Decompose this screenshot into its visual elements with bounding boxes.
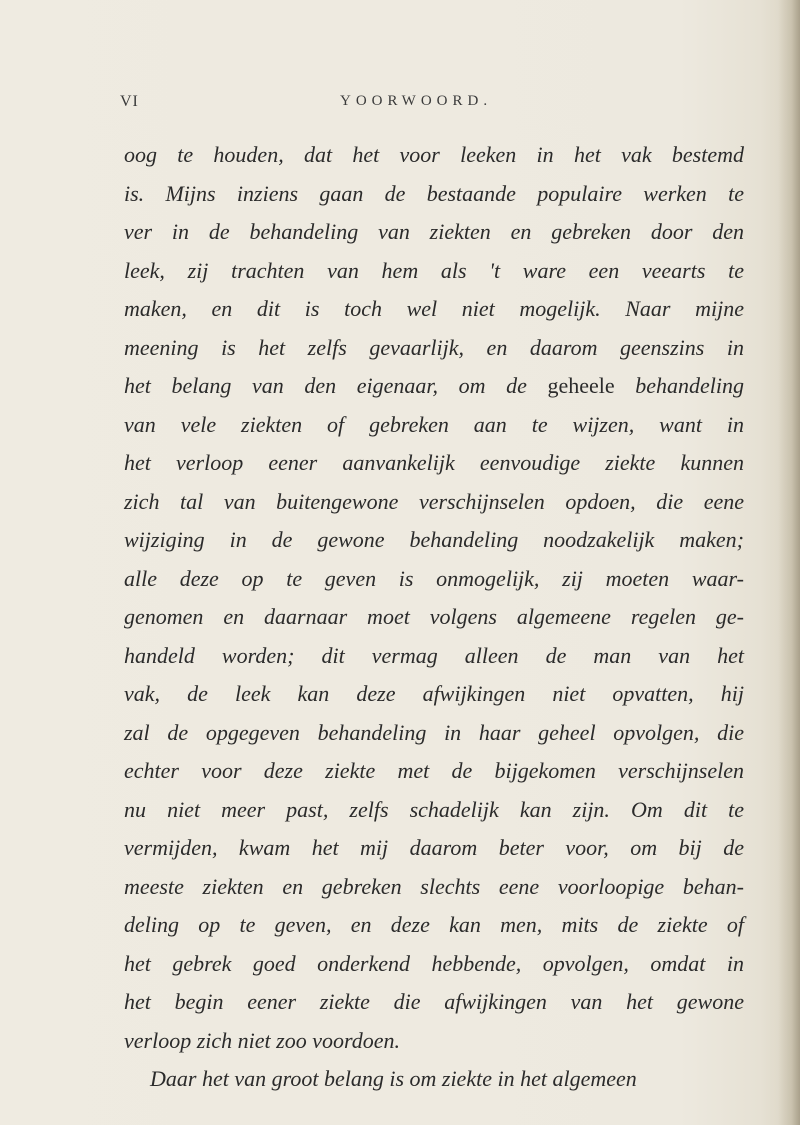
roman-word: geheele	[547, 373, 615, 398]
text-line: zich tal van buitengewone verschijnselen opdoen, die eene	[124, 488, 744, 514]
text-line-head: het belang van den eigenaar, om de	[124, 373, 548, 398]
text-line: vermijden, kwam het mij daarom beter voor, om bij de	[124, 835, 744, 860]
text-line: deling op te geven, en deze kan men, mits de ziekte of	[124, 912, 744, 937]
text-line: leek, zij trachten van hem als 't ware een veearts te	[124, 257, 744, 283]
text-line: echter voor deze ziekte met de bijgekomen verschijnselen	[124, 758, 744, 783]
running-head: YOORWOORD.	[340, 93, 493, 109]
text-line: zal de opgegeven behandeling in haar geheel opvolgen, die	[124, 719, 744, 745]
text-line: wijziging in de gewone behandeling noodzakelijk maken;	[124, 527, 744, 552]
text-line: van vele ziekten of gebreken aan te wijzen, want in	[124, 411, 744, 437]
text-line: verloop zich niet zoo voordoen.	[124, 1027, 400, 1053]
text-line	[124, 367, 744, 406]
text-line: maken, en dit is toch wel niet mogelijk. Naar mijne	[124, 296, 744, 321]
text-line: alle deze op te geven is onmogelijk, zij moeten waar-	[124, 565, 744, 591]
page-number: VI	[120, 93, 139, 110]
text-line: is. Mijns inziens gaan de bestaande populaire werken te	[124, 180, 744, 206]
text-line: meeste ziekten en gebreken slechts eene voorloopige behan-	[124, 873, 744, 899]
body-text	[124, 136, 744, 1099]
text-line: het gebrek goed onderkend hebbende, opvolgen, omdat in	[124, 950, 744, 976]
text-line: vak, de leek kan deze afwijkingen niet opvatten, hij	[124, 681, 744, 706]
page-edge-shadow	[778, 0, 800, 1125]
text-line: handeld worden; dit vermag alleen de man van het	[124, 642, 744, 668]
text-line-tail: behandeling	[614, 373, 744, 398]
page-header	[0, 93, 800, 117]
text-line: oog te houden, dat het voor leeken in het vak bestemd	[124, 142, 744, 167]
text-line: ver in de behandeling van ziekten en gebreken door den	[124, 219, 744, 244]
text-line: nu niet meer past, zelfs schadelijk kan zijn. Om dit te	[124, 796, 744, 822]
text-line: het verloop eener aanvankelijk eenvoudige ziekte kunnen	[124, 450, 744, 475]
text-line: het begin eener ziekte die afwijkingen van het gewone	[124, 989, 744, 1014]
text-line: meening is het zelfs gevaarlijk, en daarom geenszins in	[124, 334, 744, 360]
text-line: Daar het van groot belang is om ziekte in het algemeen	[150, 1066, 637, 1091]
text-line: genomen en daarnaar moet volgens algemeene regelen ge-	[124, 604, 744, 629]
